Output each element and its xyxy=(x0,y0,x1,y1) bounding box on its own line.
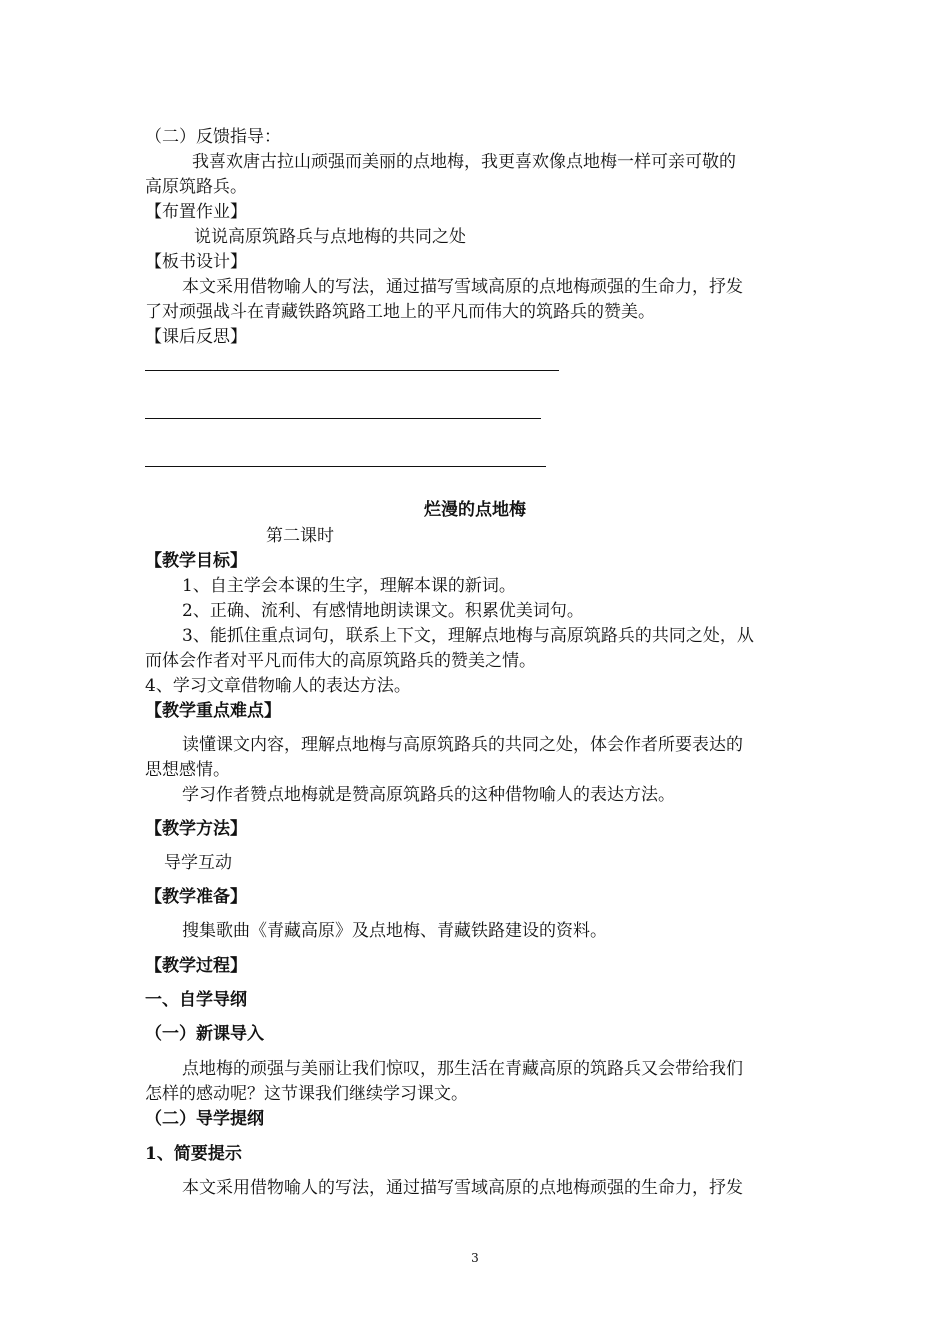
feedback-heading: （二）反馈指导： xyxy=(145,127,281,147)
board-text-line1: 本文采用借物喻人的写法，通过描写雪域高原的点地梅顽强的生命力，抒发 xyxy=(182,277,743,297)
reflection-blank-line-3 xyxy=(145,466,546,467)
process-heading: 【教学过程】 xyxy=(145,956,247,976)
board-text-line2: 了对顽强战斗在青藏铁路筑路工地上的平凡而伟大的筑路兵的赞美。 xyxy=(145,302,655,322)
lesson-title: 烂漫的点地梅 xyxy=(424,500,526,520)
feedback-text-line1: 我喜欢唐古拉山顽强而美丽的点地梅，我更喜欢像点地梅一样可亲可敬的 xyxy=(192,152,736,172)
page-number: 3 xyxy=(471,1251,479,1265)
reflection-blank-line-2 xyxy=(145,418,541,419)
method-text: 导学互动 xyxy=(164,853,232,873)
prep-heading: 【教学准备】 xyxy=(145,887,247,907)
goal-item: 3、能抓住重点词句，联系上下文，理解点地梅与高原筑路兵的共同之处，从 xyxy=(182,626,754,646)
goal-item: 2、正确、流利、有感情地朗读课文。积累优美词句。 xyxy=(182,601,584,621)
intro-text-line1: 点地梅的顽强与美丽让我们惊叹，那生活在青藏高原的筑路兵又会带给我们 xyxy=(182,1059,743,1079)
lesson-period: 第二课时 xyxy=(266,526,334,546)
key-text-line1: 读懂课文内容，理解点地梅与高原筑路兵的共同之处，体会作者所要表达的 xyxy=(182,735,743,755)
key-text-line2: 思想感情。 xyxy=(145,760,230,780)
tip-heading: 1、简要提示 xyxy=(145,1144,242,1164)
prep-text: 搜集歌曲《青藏高原》及点地梅、青藏铁路建设的资料。 xyxy=(182,921,607,941)
homework-text: 说说高原筑路兵与点地梅的共同之处 xyxy=(194,227,466,247)
section1-heading: 一、自学导纲 xyxy=(145,990,247,1010)
goal-item: 4、学习文章借物喻人的表达方法。 xyxy=(145,676,411,696)
intro-text-line2: 怎样的感动呢？这节课我们继续学习课文。 xyxy=(145,1084,468,1104)
key-heading: 【教学重点难点】 xyxy=(145,701,281,721)
homework-heading: 【布置作业】 xyxy=(145,202,247,222)
goals-heading: 【教学目标】 xyxy=(145,551,247,571)
goal-item: 而体会作者对平凡而伟大的高原筑路兵的赞美之情。 xyxy=(145,651,536,671)
sub2-heading: （二）导学提纲 xyxy=(145,1109,264,1129)
key-text-line3: 学习作者赞点地梅就是赞高原筑路兵的这种借物喻人的表达方法。 xyxy=(182,785,675,805)
board-heading: 【板书设计】 xyxy=(145,252,247,272)
method-heading: 【教学方法】 xyxy=(145,819,247,839)
reflection-heading: 【课后反思】 xyxy=(145,327,247,347)
feedback-text-line2: 高原筑路兵。 xyxy=(145,177,247,197)
sub1-heading: （一）新课导入 xyxy=(145,1024,264,1044)
tip-text-line1: 本文采用借物喻人的写法，通过描写雪域高原的点地梅顽强的生命力，抒发 xyxy=(182,1178,743,1198)
reflection-blank-line-1 xyxy=(145,370,559,371)
goal-item: 1、自主学会本课的生字，理解本课的新词。 xyxy=(182,576,516,596)
